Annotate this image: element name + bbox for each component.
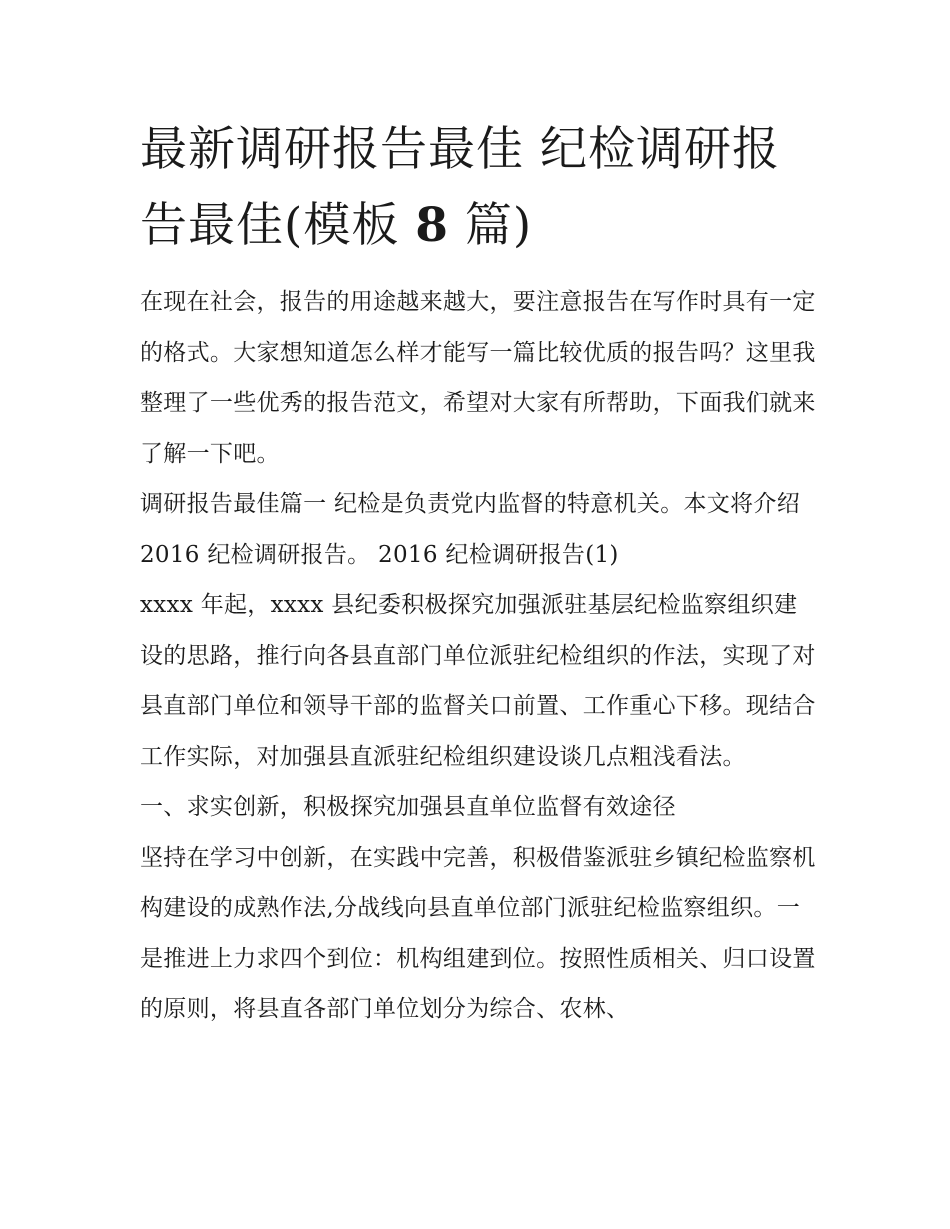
document-title: [140, 112, 820, 264]
subheading-paragraph: 一、求实创新，积极探究加强县直单位监督有效途径: [140, 794, 676, 820]
detail-paragraph: 坚持在学习中创新，在实践中完善，积极借鉴派驻乡镇纪检监察机构建设的成熟作法,分战线向县直单位部门派驻纪检监察组织。一是推进上力求四个到位：机构组建到位。按照性质相关、归口设置的原则，将县直各部门单位划分为综合、农林、: [140, 844, 816, 1022]
document-body: [140, 277, 820, 1035]
background-paragraph: xxxx 年起，xxxx 县纪委积极探究加强派驻基层纪检监察组织建设的思路，推行向各县直部门单位派驻纪检组织的作法，实现了对县直部门单位和领导干部的监督关口前置、工作重心下移。现结合工作实际，对加强县直派驻纪检组织建设谈几点粗浅看法。: [140, 592, 816, 770]
title-number: 8: [415, 198, 449, 253]
title-line-2-suffix: 篇): [448, 198, 533, 253]
title-line-2-prefix: 告最佳(模板: [140, 198, 416, 253]
section-heading-paragraph: 调研报告最佳篇一 纪检是负责党内监督的特意机关。本文将介绍 2016 纪检调研报告。 2016 纪检调研报告(1): [140, 491, 801, 568]
title-line-1: 最新调研报告最佳 纪检调研报: [140, 122, 780, 177]
intro-paragraph: 在现在社会，报告的用途越来越大，要注意报告在写作时具有一定的格式。大家想知道怎么样才能写一篇比较优质的报告吗？这里我整理了一些优秀的报告范文，希望对大家有所帮助，下面我们就来了解一下吧。: [140, 289, 816, 467]
